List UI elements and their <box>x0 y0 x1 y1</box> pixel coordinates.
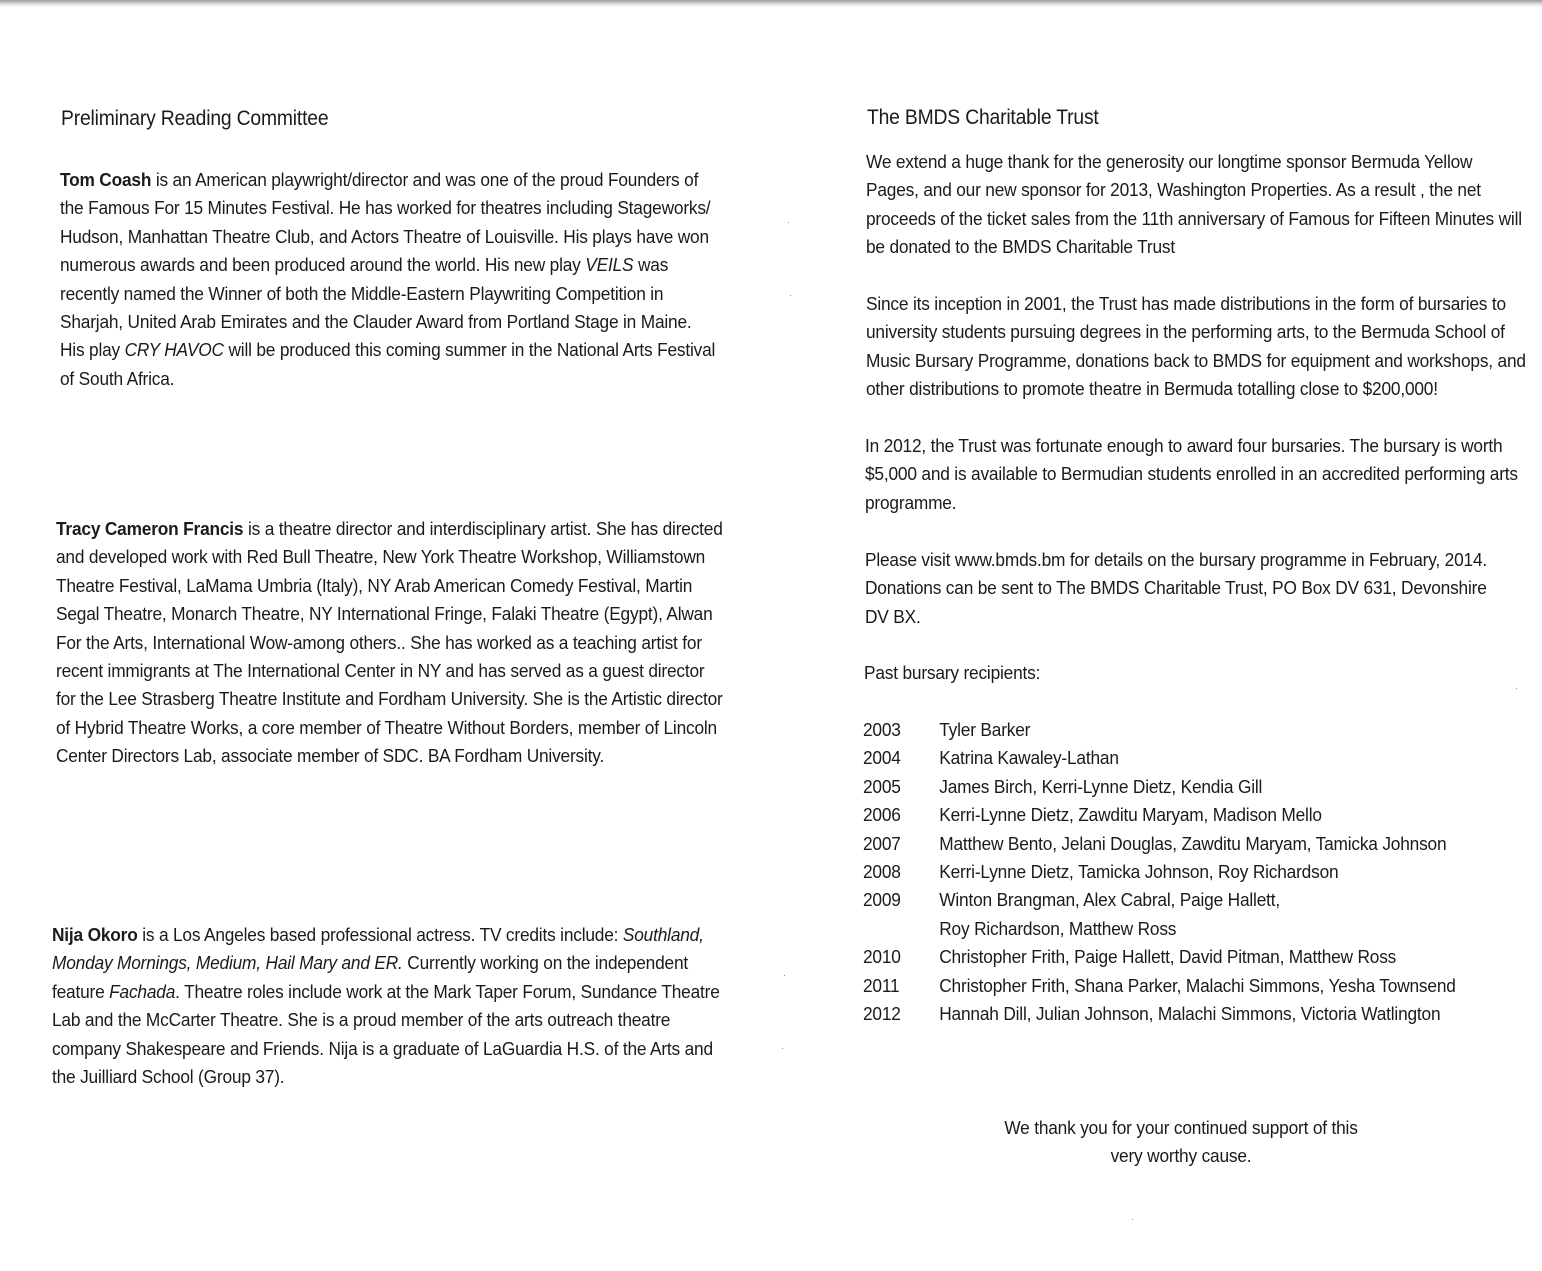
recipients-list <box>863 716 1514 1028</box>
recipient-year-spacer <box>863 915 939 943</box>
list-item <box>863 773 1514 801</box>
recipient-names: Christopher Frith, Paige Hallett, David Pitman, Matthew Ross <box>939 946 1397 968</box>
list-item <box>863 744 1514 772</box>
scan-speck: · <box>783 970 786 980</box>
recipient-names: Tyler Barker <box>939 719 1031 740</box>
bio-text: was recently named the Winner of both the Middle-Eastern Playwriting Competition in Sharjah, United Arab Emirates and the Clauder Award from Portland Stage in Maine. His play <box>60 254 692 361</box>
bio-name: Tracy Cameron Francis <box>56 518 244 539</box>
list-item <box>863 801 1514 829</box>
trust-paragraph-2012: In 2012, the Trust was fortunate enough to award four bursaries. The bursary is worth $5,000 and is available to Bermudian students enrolled in an accredited performing arts programme. <box>865 435 1518 513</box>
list-item <box>863 716 1514 744</box>
list-item <box>863 886 1514 914</box>
bio-text: is an American playwright/director and was one of the proud Founders of the Famous For 15 Minutes Festival. He has worked for theatres including Stageworks/ Hudson, Manhattan Theatre Club, and Actors Theatre of Louisville. His plays have won numerous awards and been produced around the world. His new play <box>60 169 711 276</box>
recipient-year: 2004 <box>863 747 901 769</box>
play-title: CRY HAVOC <box>124 339 224 361</box>
recipient-year: 2011 <box>863 974 900 996</box>
list-item <box>863 830 1514 858</box>
recipient-names: James Birch, Kerri-Lynne Dietz, Kendia Gill <box>939 775 1263 797</box>
list-item <box>863 858 1514 886</box>
scan-speck: · <box>789 290 792 300</box>
trust-paragraph-contact: Please visit www.bmds.bm for details on the bursary programme in February, 2014. Donations can be sent to The BMDS Charitable Trust, PO Box DV 631, Devonshire DV BX. <box>865 549 1488 627</box>
trust-paragraph-sponsors: We extend a huge thank for the generosity our longtime sponsor Bermuda Yellow Pages, and our new sponsor for 2013, Washington Properties. As a result , the net proceeds of the ticket sales from the 11th anniversary of Famous for Fifteen Minutes will be donated to the BMDS Charitable Trust <box>866 151 1522 258</box>
recipient-names: Roy Richardson, Matthew Ross <box>939 917 1177 939</box>
scan-speck: · <box>787 217 790 227</box>
thank-you-note <box>986 1114 1377 1171</box>
recipient-names: Matthew Bento, Jelani Douglas, Zawditu Maryam, Tamicka Johnson <box>939 832 1447 854</box>
bio-text: . Theatre roles include work at the Mark Taper Forum, Sundance Theatre Lab and the McCarter Theatre. She is a proud member of the arts outreach theatre company Shakespeare and Friends. Nija is a graduate of LaGuardia H.S. of the Arts and the Juilliard School (Group 37). <box>52 980 720 1088</box>
recipient-year: 2003 <box>863 719 901 740</box>
bio-name: Nija Okoro <box>52 924 138 945</box>
list-item <box>863 972 1514 1000</box>
film-title: Fachada <box>109 980 176 1002</box>
recipient-year: 2012 <box>863 1003 901 1025</box>
thank-you-line-2: very worthy cause. <box>1110 1145 1252 1167</box>
list-item <box>863 1000 1514 1028</box>
bio-tom-coash <box>60 166 720 393</box>
list-item <box>863 943 1514 971</box>
recipient-year: 2008 <box>863 861 901 883</box>
bio-nija-okoro <box>52 921 720 1091</box>
recipient-names: Hannah Dill, Julian Johnson, Malachi Simmons, Victoria Watlington <box>939 1003 1441 1025</box>
bio-text: is a Los Angeles based professional actress. TV credits include: <box>137 924 623 945</box>
recipient-year: 2010 <box>863 946 901 968</box>
trust-heading: The BMDS Charitable Trust <box>867 106 1099 129</box>
scan-speck: · <box>781 1043 784 1053</box>
recipient-names: Christopher Frith, Shana Parker, Malachi Simmons, Yesha Townsend <box>939 974 1456 996</box>
recipient-year: 2006 <box>863 804 901 826</box>
scan-speck: · <box>1515 683 1518 693</box>
trust-paragraph-history: Since its inception in 2001, the Trust has made distributions in the form of bursaries to university students pursuing degrees in the performing arts, to the Bermuda School of Music Bursary Programme, donations back to BMDS for equipment and workshops, and other distributions to promote theatre in Bermuda totalling close to $200,000! <box>866 293 1526 400</box>
past-recipients-label: Past bursary recipients: <box>864 662 1041 683</box>
play-title: VEILS <box>585 254 634 276</box>
list-item-continued <box>863 915 1514 943</box>
bio-text: Currently working on the independent feature <box>52 952 689 1002</box>
recipient-names: Kerri-Lynne Dietz, Zawditu Maryam, Madison Mello <box>939 804 1322 826</box>
recipient-names: Katrina Kawaley-Lathan <box>939 747 1119 769</box>
recipient-year: 2007 <box>863 832 901 854</box>
recipient-year: 2009 <box>863 889 901 911</box>
bio-tracy-cameron-francis <box>56 515 726 771</box>
recipient-names: Winton Brangman, Alex Cabral, Paige Hallett, <box>939 889 1280 911</box>
tv-credits: Southland, Monday Mornings, Medium, Hail Mary and ER. <box>52 924 704 974</box>
committee-heading: Preliminary Reading Committee <box>61 107 329 130</box>
right-column <box>771 0 1542 1271</box>
bio-text: is a theatre director and interdisciplinary artist. She has directed and developed work with Red Bull Theatre, New York Theatre Workshop, Williamstown Theatre Festival, LaMama Umbria (Italy), NY Arab American Comedy Festival, Martin Segal Theatre, Monarch Theatre, NY International Fringe, Falaki Theatre (Egypt), Alwan For the Arts, International Wow-among others.. She has worked as a teaching artist for recent immigrants at The International Center in NY and has served as a guest director for the Lee Strasberg Theatre Institute and Fordham University. She is the Artistic director of Hybrid Theatre Works, a core member of Theatre Without Borders, member of Lincoln Center Directors Lab, associate member of SDC. BA Fordham University. <box>56 518 723 767</box>
thank-you-line-1: We thank you for your continued support of this <box>1004 1117 1358 1138</box>
bio-text: will be produced this coming summer in the National Arts Festival of South Africa. <box>60 339 716 389</box>
scan-speck: · <box>1131 1214 1134 1224</box>
recipient-year: 2005 <box>863 775 901 797</box>
bio-name: Tom Coash <box>60 169 152 190</box>
recipient-names: Kerri-Lynne Dietz, Tamicka Johnson, Roy Richardson <box>939 861 1339 883</box>
